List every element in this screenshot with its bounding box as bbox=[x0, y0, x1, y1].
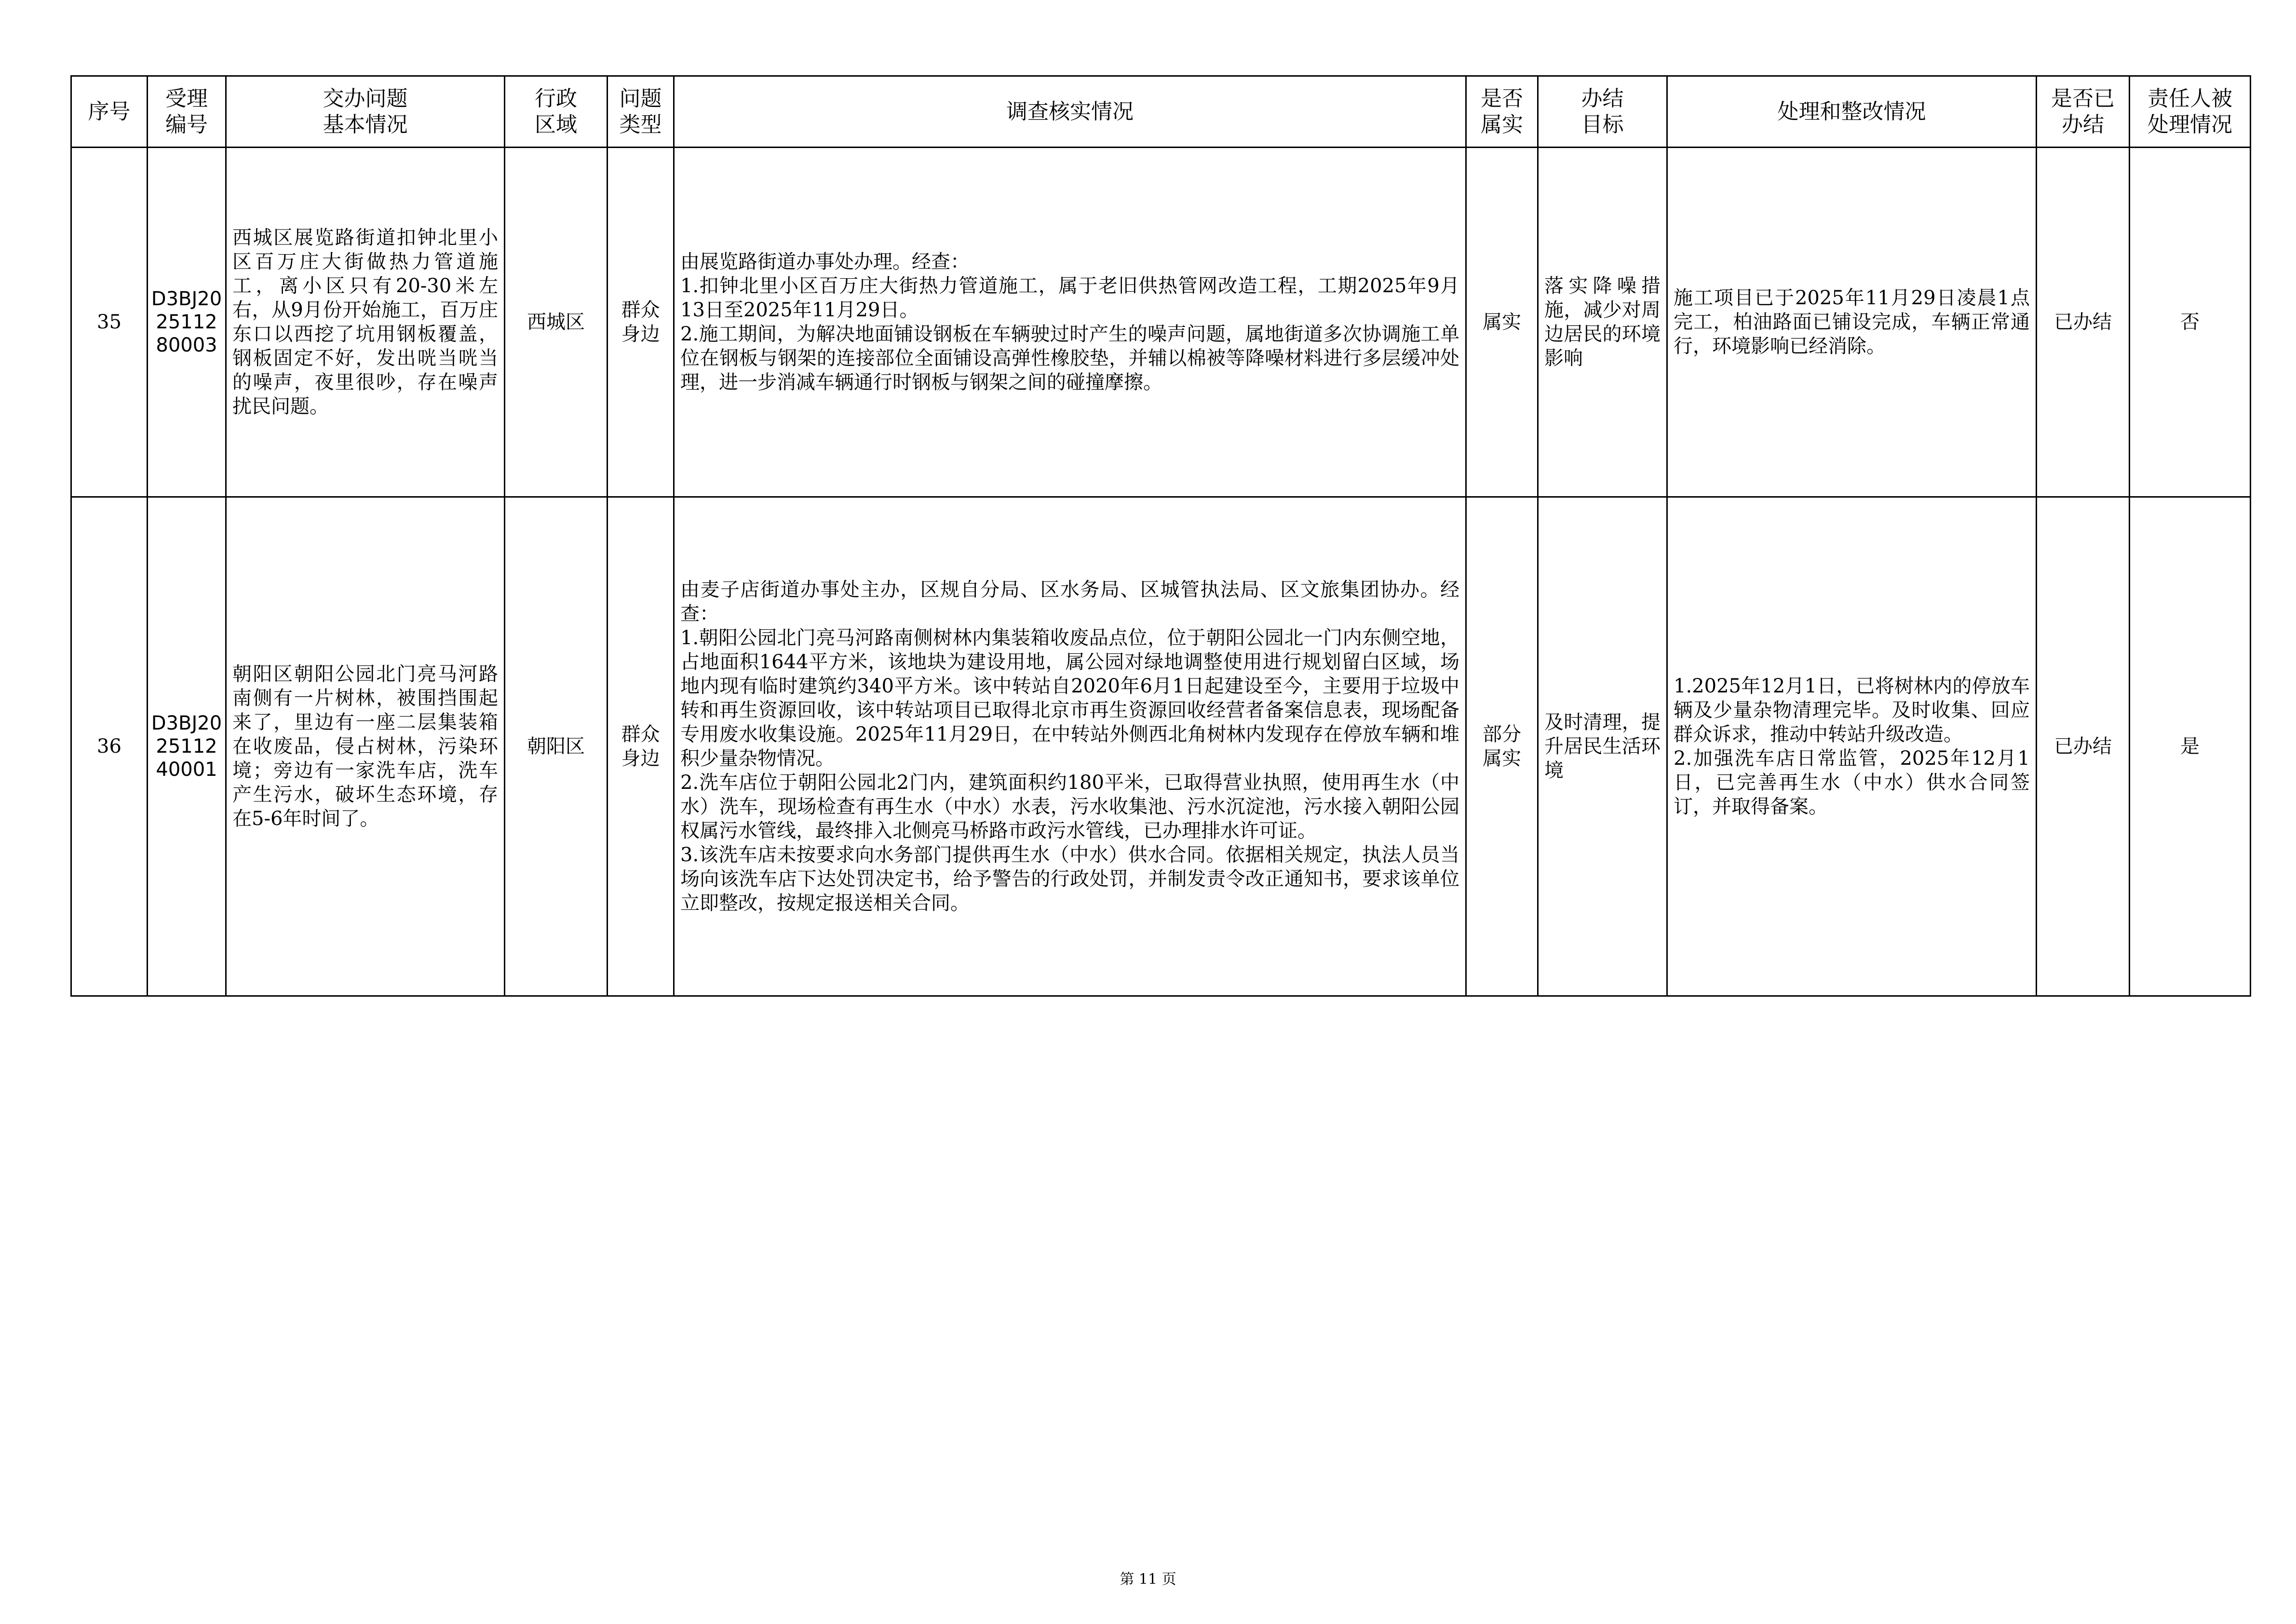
table-row bbox=[71, 497, 2251, 996]
header-issue: 交办问题 基本情况 bbox=[226, 76, 505, 148]
table-row bbox=[71, 148, 2251, 497]
cell-handling: 施工项目已于2025年11月29日凌晨1点完工，柏油路面已铺设完成，车辆正常通行，环境影响已经消除。 bbox=[1667, 148, 2037, 497]
header-type: 问题 类型 bbox=[608, 76, 674, 148]
header-accountability: 责任人被 处理情况 bbox=[2130, 76, 2251, 148]
header-handling: 处理和整改情况 bbox=[1667, 76, 2037, 148]
cell-investigation: 由麦子店街道办事处主办，区规自分局、区水务局、区城管执法局、区文旅集团协办。经查： 1.朝阳公园北门亮马河路南侧树林内集装箱收废品点位，位于朝阳公园北一门内东侧空地，占地面积1644平方米，该地块为建设用地，属公园对绿地调整使用进行规划留白区域，场地内现有临时建筑约340平方米。该中转站自2020年6月1日起建设至今，主要用于垃圾中转和再生资源回收，该中转站项目已取得北京市再生资源回收经营者备案信息表，现场配备专用废水收集设施。2025年11月29日，在中转站外侧西北角树林内发现存在停放车辆和堆积少量杂物情况。 2.洗车店位于朝阳公园北2门内，建筑面积约180平米，已取得营业执照，使用再生水（中水）洗车，现场检查有再生水（中水）水表，污水收集池、污水沉淀池，污水接入朝阳公园权属污水管线，最终排入北侧亮马桥路市政污水管线，已办理排水许可证。 3.该洗车店未按要求向水务部门提供再生水（中水）供水合同。依据相关规定，执法人员当场向该洗车店下达处罚决定书，给予警告的行政处罚，并制发责令改正通知书，要求该单位立即整改，按规定报送相关合同。 bbox=[674, 497, 1466, 996]
header-code: 受理 编号 bbox=[148, 76, 226, 148]
cell-accountability: 是 bbox=[2130, 497, 2251, 996]
cell-type: 群众 身边 bbox=[608, 497, 674, 996]
page-number: 第 11 页 bbox=[1120, 1571, 1176, 1588]
header-closed: 是否已 办结 bbox=[2037, 76, 2130, 148]
cell-verified: 属实 bbox=[1466, 148, 1538, 497]
header-district: 行政 区域 bbox=[505, 76, 608, 148]
case-table bbox=[70, 75, 2251, 997]
cell-code: D3BJ2025112 80003 bbox=[148, 148, 226, 497]
header-verified: 是否 属实 bbox=[1466, 76, 1538, 148]
cell-closed: 已办结 bbox=[2037, 148, 2130, 497]
cell-closed: 已办结 bbox=[2037, 497, 2130, 996]
header-no: 序号 bbox=[71, 76, 148, 148]
header-goal: 办结 目标 bbox=[1538, 76, 1667, 148]
cell-district: 西城区 bbox=[505, 148, 608, 497]
cell-no: 36 bbox=[71, 497, 148, 996]
cell-code: D3BJ2025112 40001 bbox=[148, 497, 226, 996]
cell-no: 35 bbox=[71, 148, 148, 497]
cell-accountability: 否 bbox=[2130, 148, 2251, 497]
cell-type: 群众 身边 bbox=[608, 148, 674, 497]
cell-handling: 1.2025年12月1日，已将树林内的停放车辆及少量杂物清理完毕。及时收集、回应群众诉求，推动中转站升级改造。 2.加强洗车店日常监管，2025年12月1日，已完善再生水（中水）供水合同签订，并取得备案。 bbox=[1667, 497, 2037, 996]
cell-goal: 落实降噪措施，减少对周边居民的环境影响 bbox=[1538, 148, 1667, 497]
cell-district: 朝阳区 bbox=[505, 497, 608, 996]
cell-issue: 朝阳区朝阳公园北门亮马河路南侧有一片树林，被围挡围起来了，里边有一座二层集装箱在收废品，侵占树林，污染环境；旁边有一家洗车店，洗车产生污水，破坏生态环境，存在5-6年时间了。 bbox=[226, 497, 505, 996]
cell-investigation: 由展览路街道办事处办理。经查： 1.扣钟北里小区百万庄大街热力管道施工，属于老旧供热管网改造工程，工期2025年9月13日至2025年11月29日。 2.施工期间，为解决地面铺设钢板在车辆驶过时产生的噪声问题，属地街道多次协调施工单位在钢板与钢架的连接部位全面铺设高弹性橡胶垫，并辅以棉被等降噪材料进行多层缓冲处理，进一步消减车辆通行时钢板与钢架之间的碰撞摩擦。 bbox=[674, 148, 1466, 497]
cell-goal: 及时清理，提升居民生活环境 bbox=[1538, 497, 1667, 996]
header-investigation: 调查核实情况 bbox=[674, 76, 1466, 148]
cell-issue: 西城区展览路街道扣钟北里小区百万庄大街做热力管道施工，离小区只有20-30米左右，从9月份开始施工，百万庄东口以西挖了坑用钢板覆盖，钢板固定不好，发出咣当咣当的噪声，夜里很吵，存在噪声扰民问题。 bbox=[226, 148, 505, 497]
table-header bbox=[71, 76, 2251, 148]
cell-verified: 部分 属实 bbox=[1466, 497, 1538, 996]
